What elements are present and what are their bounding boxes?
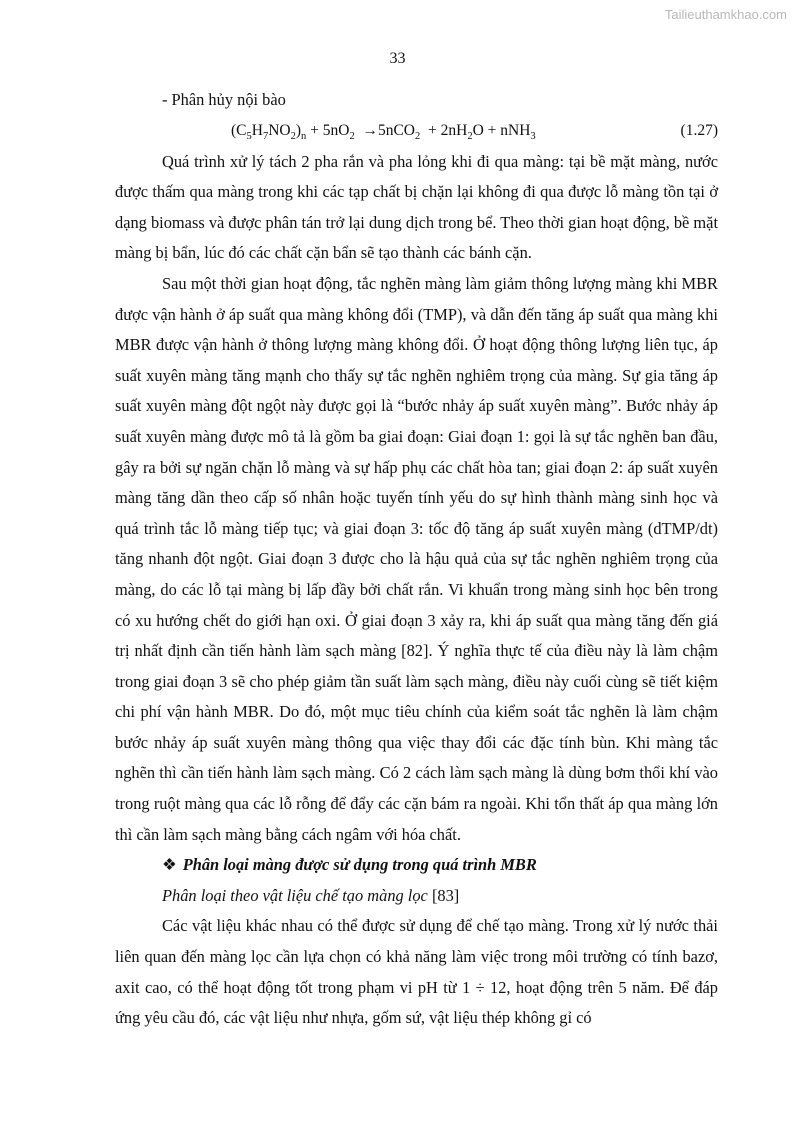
citation: [83] <box>427 885 460 905</box>
sub-heading: Phân loại theo vật liệu chế tạo màng lọc [83] <box>162 885 460 905</box>
section-heading: ❖ Phân loại màng được sử dụng trong quá trình MBR <box>162 855 537 875</box>
arrow-symbol: → <box>362 121 378 139</box>
chemical-equation <box>115 117 718 145</box>
diamond-bullet-icon: ❖ <box>162 855 177 875</box>
paragraph: Quá trình xử lý tách 2 pha rắn và pha lỏng khi đi qua màng: tại bề mặt màng, nước được thấm qua màng trong khi các tạp chất bị chặn lại không đi qua được lỗ màng tồn tại ở dạng biomass và được phân tán trở lại dung dịch trong bể. Theo thời gian hoạt động, bề mặt màng bị bẩn, lúc đó các chất cặn bẩn sẽ tạo thành các bánh cặn. <box>115 151 718 263</box>
paragraph: Sau một thời gian hoạt động, tắc nghẽn màng làm giảm thông lượng màng khi MBR được vận hành ở áp suất qua màng không đổi (TMP), và dẫn đến tăng áp suất qua màng khi MBR được vận hành ở thông lượng màng không đổi. Ở hoạt động thông lượng liên tục, áp suất xuyên màng tăng mạnh cho thấy sự tắc nghẽn nghiêm trọng của màng. Sự gia tăng áp suất xuyên màng đột ngột này được gọi là “bước nhảy áp suất xuyên màng”. Bước nhảy áp suất xuyên màng được mô tả là gồm ba giai đoạn: Giai đoạn 1: gọi là sự tắc nghẽn ban đầu, gây ra bởi sự ngăn chặn lỗ màng và sự hấp phụ các chất hòa tan; giai đoạn 2: áp suất xuyên màng tăng dần theo cấp số nhân hoặc tuyến tính yếu do sự hình thành màng sinh học và quá trình tắc lỗ màng tiếp tục; và giai đoạn 3: tốc độ tăng áp suất xuyên màng (dTMP/dt) tăng nhanh đột ngột. Giai đoạn 3 được cho là hậu quả của sự tắc nghẽn nghiêm trọng của màng, do các lỗ tại màng bị lấp đầy bởi chất rắn. Vi khuẩn trong màng sinh học bên trong có xu hướng chết do giới hạn oxi. Ở giai đoạn 3 xảy ra, khi áp suất qua màng tăng đến giá trị nhất định cần tiến hành làm sạch màng [82]. Ý nghĩa thực tế của điều này là làm chậm trong giai đoạn 3 sẽ cho phép giảm tần suất làm sạch màng, điều này cuối cùng sẽ tiết kiệm chi phí vận hành MBR. Do đó, một mục tiêu chính của kiểm soát tắc nghẽn là làm chậm bước nhảy áp suất xuyên màng thông qua việc thay đổi các đặc tính bùn. Khi màng tắc nghẽn thì cần tiến hành làm sạch màng. Có 2 cách làm sạch màng là dùng bơm thổi khí vào trong ruột màng qua các lỗ rỗng để đẩy các cặn bám ra ngoài. Khi tổn thất áp qua màng lớn thì cần làm sạch màng bằng cách ngâm với hóa chất. <box>115 273 718 844</box>
document-body <box>115 85 718 1034</box>
equation-expression: $(C_5H_7NO_2)_n + 5nO_2 \to 5nCO_2 + 2nH_2O + nNH_3$ <box>231 121 536 142</box>
dash-list-item: - Phân hủy nội bào <box>162 90 286 109</box>
paragraph: Các vật liệu khác nhau có thể được sử dụng để chế tạo màng. Trong xử lý nước thải liên quan đến màng lọc cần lựa chọn có khả năng làm việc trong môi trường có tính bazơ, axit cao, có thể hoạt động tốt trong phạm vi pH từ 1 ÷ 12, hoạt động trên 5 năm. Để đáp ứng yêu cầu đó, các vật liệu như nhựa, gốm sứ, vật liệu thép không gỉ có <box>115 916 718 1028</box>
watermark: Tailieuthamkhao.com <box>664 7 787 22</box>
page-number: 33 <box>389 50 406 67</box>
equation-number: (1.27) <box>680 121 718 139</box>
